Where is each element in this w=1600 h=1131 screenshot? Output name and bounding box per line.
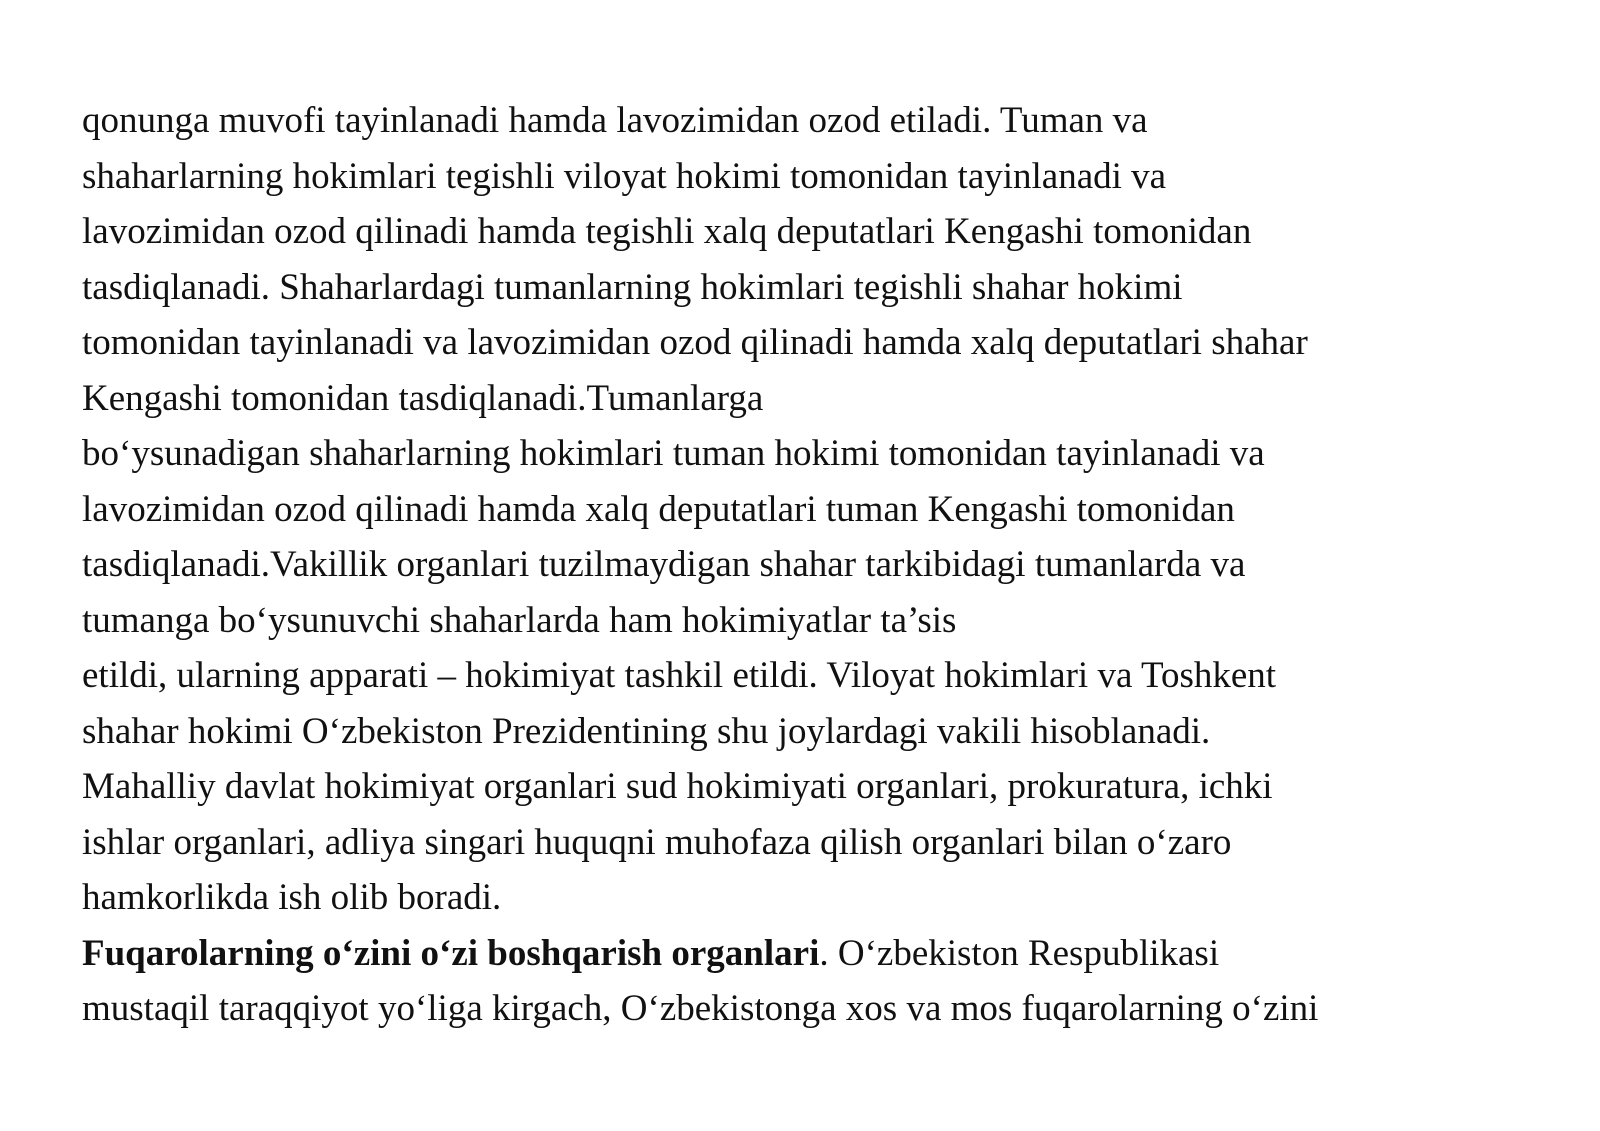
section-heading: Fuqarolarning o‘zini o‘zi boshqarish organlari <box>82 932 820 974</box>
text-line: shahar hokimi O‘zbekiston Prezidentining shu joylardagi vakili hisoblanadi. <box>82 710 1211 752</box>
text-line: lavozimidan ozod qilinadi hamda tegishli xalq deputatlari Kengashi tomonidan <box>82 211 1252 252</box>
document-page <box>82 93 1562 1037</box>
section-heading-line <box>82 926 1562 982</box>
text-line: ishlar organlari, adliya singari huquqni muhofaza qilish organlari bilan o‘zaro <box>82 821 1232 863</box>
text-line: Mahalliy davlat hokimiyat organlari sud hokimiyati organlari, prokuratura, ichki <box>82 766 1273 807</box>
text-line: etildi, ularning apparati – hokimiyat tashkil etildi. Viloyat hokimlari va Toshkent <box>82 655 1277 696</box>
text-line: tasdiqlanadi. Shaharlardagi tumanlarning hokimlari tegishli shahar hokimi <box>82 266 1183 308</box>
text-line: lavozimidan ozod qilinadi hamda xalq deputatlari tuman Kengashi tomonidan <box>82 488 1235 530</box>
text-line: bo‘ysunadigan shaharlarning hokimlari tuman hokimi tomonidan tayinlanadi va <box>82 433 1265 474</box>
text-line: Kengashi tomonidan tasdiqlanadi.Tumanlarga <box>82 377 764 419</box>
text-line: tomonidan tayinlanadi va lavozimidan ozod qilinadi hamda xalq deputatlari shahar <box>82 322 1308 363</box>
section-heading-continuation: . O‘zbekiston Respublikasi <box>819 932 1220 974</box>
text-line: tumanga bo‘ysunuvchi shaharlarda ham hokimiyatlar ta’sis <box>82 599 957 641</box>
text-line: tasdiqlanadi.Vakillik organlari tuzilmaydigan shahar tarkibidagi tumanlarda va <box>82 544 1246 585</box>
text-line: hamkorlikda ish olib boradi. <box>82 877 502 918</box>
text-line: mustaqil taraqqiyot yo‘liga kirgach, O‘zbekistonga xos va mos fuqarolarning o‘zini <box>82 988 1319 1029</box>
text-line: qonunga muvofi tayinlanadi hamda lavozimidan ozod etiladi. Tuman va <box>82 100 1148 141</box>
text-line: shaharlarning hokimlari tegishli viloyat hokimi tomonidan tayinlanadi va <box>82 155 1167 197</box>
